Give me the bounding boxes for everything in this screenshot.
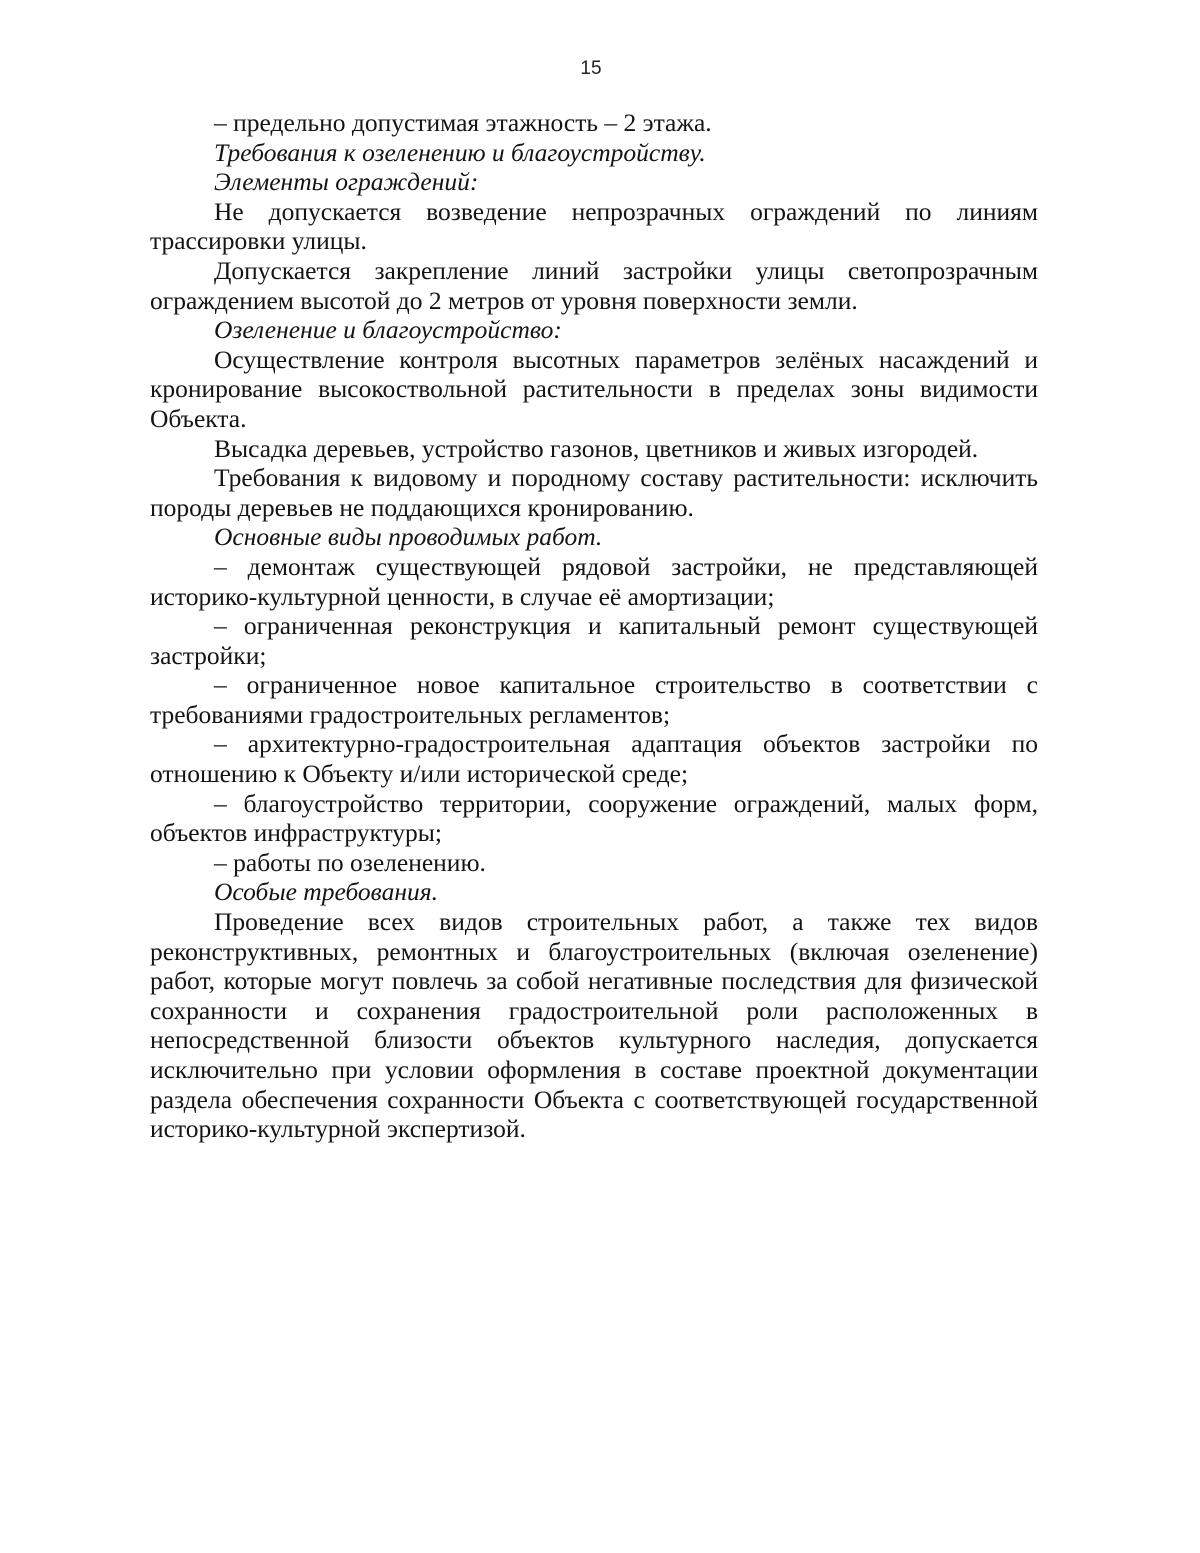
paragraph-max-floors: – предельно допустимая этажность – 2 этажа. xyxy=(214,108,712,137)
paragraph-species-requirements: Требования к видовому и породному составу растительности: исключить породы деревьев не поддающихся кронированию. xyxy=(150,463,1038,522)
heading-landscaping-requirements: Требования к озеленению и благоустройству. xyxy=(214,137,706,167)
document-body xyxy=(150,108,1038,1144)
heading-greening: Озеленение и благоустройство: xyxy=(214,315,562,345)
paragraph-planting: Высадка деревьев, устройство газонов, цветников и живых изгородей. xyxy=(214,433,979,463)
paragraph-opaque-fences: Не допускается возведение непрозрачных ограждений по линиям трассировки улицы. xyxy=(150,196,1038,256)
paragraph-special-requirements: Проведение всех видов строительных работ, а также тех видов реконструктивных, ремонтных и благоустроительных (включая озеленение) работ, которые могут повлечь за собой негативные последствия для физической сохранности и сохранения градостроительной роли расположенных в непосредственной близости объектов культурного наследия, допускается исключительно при условии оформления в составе проектной документации раздела обеспечения сохранности Объекта с соответствующей государственной историко-культурной экспертизой. xyxy=(150,907,1038,1144)
list-item-new-construction: – ограниченное новое капитальное строительство в соответствии с требованиями градостроительных регламентов; xyxy=(150,670,1038,729)
heading-main-works: Основные виды проводимых работ. xyxy=(214,522,603,552)
paragraph-height-control: Осуществление контроля высотных параметров зелёных насаждений и кронирование высокоствольной растительности в пределах зоны видимости Объекта. xyxy=(150,344,1038,433)
paragraph-transparent-fences: Допускается закрепление линий застройки улицы светопрозрачным ограждением высотой до 2 метров от уровня поверхности земли. xyxy=(150,255,1038,315)
list-item-greening-works: – работы по озеленению. xyxy=(214,847,486,877)
list-item-demolition: – демонтаж существующей рядовой застройки, не представляющей историко-культурной ценности, в случае её амортизации; xyxy=(150,551,1038,611)
list-item-adaptation: – архитектурно-градостроительная адаптация объектов застройки по отношению к Объекту и/или исторической среде; xyxy=(150,729,1038,789)
list-item-improvement: – благоустройство территории, сооружение ограждений, малых форм, объектов инфраструктуры; xyxy=(150,788,1038,848)
page-number: 15 xyxy=(580,58,602,79)
heading-special-requirements: Особые требования. xyxy=(214,877,438,907)
heading-fencing-elements: Элементы ограждений: xyxy=(214,167,479,197)
list-item-reconstruction: – ограниченная реконструкция и капитальный ремонт существующей застройки; xyxy=(150,611,1038,670)
